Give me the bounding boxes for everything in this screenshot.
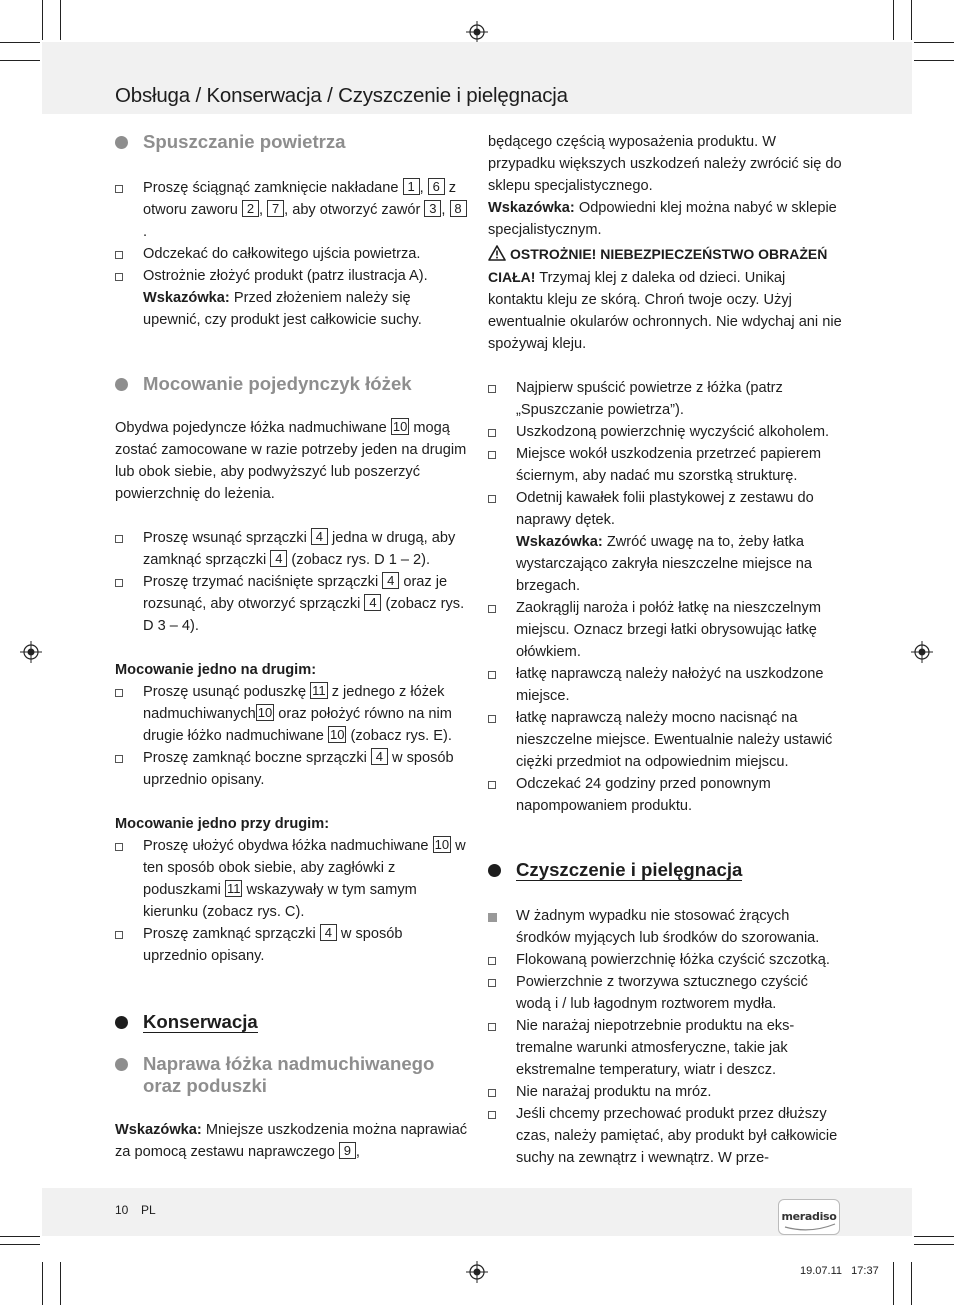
bullet-dot-icon <box>488 864 501 877</box>
checkbox-bullet-icon <box>488 495 496 503</box>
crop-mark <box>0 1236 40 1237</box>
checkbox-bullet-icon <box>115 931 123 939</box>
list-item: Jeśli chcemy przechować produkt przez dłuższy czas, należy pamiętać, aby produkt był całkowicie suchy na zewnątrz i wewnątrz. W prze- <box>488 1103 843 1169</box>
page-number: 10 <box>115 1203 129 1217</box>
crop-mark <box>0 42 40 43</box>
checkbox-bullet-icon <box>488 1111 496 1119</box>
crop-mark <box>893 1262 894 1305</box>
registration-mark-icon <box>20 641 42 663</box>
crop-mark <box>914 1244 954 1245</box>
list-item: Proszę ściągnąć zamknięcie nakładane 1 , 6 z otworu zaworu 2 , 7 , aby otworzyć zawór 3 , 8. <box>115 177 470 243</box>
list-item: Zaokrąglij naroża i połóż łatkę na nieszczelnym miejscu. Oznacz brzegi łatki obrysowując łatkę ołówkiem. <box>488 597 843 663</box>
list-item: Odczekać 24 godziny przed ponownym napompowaniem produktu. <box>488 773 843 817</box>
list-item: Nie narażaj produktu na mróz. <box>488 1081 843 1103</box>
crop-mark <box>893 0 894 40</box>
glue-note: Wskazówka: Odpowiedni klej można nabyć w sklepie specjalistycznym. <box>488 200 837 238</box>
list-item: Proszę ułożyć obydwa łóżka nadmuchiwane 10 w ten sposób obok siebie, aby zagłówki z poduszkami 11 wskazywały w tym samym kierunku (zobacz rys. C). <box>115 835 470 923</box>
warning-block: OSTROŻNIE! NIEBEZPIECZEŃSTWO OBRAŻEŃ CIAŁA! Trzymaj klej z daleka od dzieci. Unikaj kontaktu kleju ze skórą. Chroń twoje oczy. Użyj ewentualnie okularów ochronnych. Nie wdychaj ani nie spożywaj kleju. <box>488 246 842 352</box>
list-item: Odetnij kawałek folii plastykowej z zestawu do naprawy dętek. Wskazówka: Zwróć uwagę na to, żeby łatka wystarczająco zakryła nieszczelne miejsce na brzegach. <box>488 487 843 597</box>
checkbox-bullet-icon <box>488 957 496 965</box>
list-item: Proszę usunąć poduszkę 11 z jednego z łóżek nadmuchiwanych 10 oraz położyć równo na nim drugie łóżko nadmuchiwane 10 (zobacz rys. E). <box>115 681 470 747</box>
checkbox-bullet-icon <box>488 605 496 613</box>
list-item: Proszę zamknąć sprzączki 4 w sposób uprzednio opisany. <box>115 923 470 967</box>
print-stamp: 19.07.11 17:37 <box>800 1265 879 1277</box>
checkbox-bullet-icon <box>115 251 123 259</box>
list-item: Najpierw spuścić powietrze z łóżka (patrz „Spuszczanie powietrza”). <box>488 377 843 421</box>
bullet-dot-icon <box>115 378 128 391</box>
checkbox-bullet-icon <box>488 429 496 437</box>
section-heading-mounting: Mocowanie pojedynczyk łóżek <box>115 373 470 395</box>
subheading-on-top: Mocowanie jedno na drugim: <box>115 662 317 678</box>
crop-mark <box>0 60 40 61</box>
crop-mark <box>914 60 954 61</box>
checkbox-bullet-icon <box>115 579 123 587</box>
subheading-side-by-side: Mocowanie jedno przy drugim: <box>115 816 330 832</box>
list-item: Proszę wsunąć sprzączki 4 jedna w drugą, aby zamknąć sprzączki 4 (zobacz rys. D 1 – 2). <box>115 527 470 571</box>
crop-mark <box>60 0 61 40</box>
language-code: PL <box>141 1203 156 1217</box>
section-heading-repair: Naprawa łóżka nadmuchiwanego oraz poduszki <box>115 1053 470 1097</box>
section-heading-deflate: Spuszczanie powietrza <box>115 131 470 153</box>
list-item: Uszkodzoną powierzchnię wyczyścić alkoholem. <box>488 421 843 443</box>
mounting-paragraph: Obydwa pojedyncze łóżka nadmuchiwane 10 mogą zostać zamocowane w razie potrzeby jeden na drugim lub obok siebie, aby podwyższyć lub poszerzyć powierzchnię do leżenia. <box>115 419 467 502</box>
list-item: Flokowaną powierzchnię łóżka czyścić szczotką. <box>488 949 843 971</box>
crop-mark <box>914 42 954 43</box>
bullet-dot-icon <box>115 136 128 149</box>
right-column <box>488 131 843 1169</box>
crop-mark <box>42 1262 43 1305</box>
brand-name: meradiso <box>781 1210 837 1223</box>
checkbox-bullet-icon <box>488 451 496 459</box>
registration-mark-icon <box>466 21 488 43</box>
checkbox-bullet-icon <box>115 843 123 851</box>
checkbox-bullet-icon <box>115 273 123 281</box>
list-item: Miejsce wokół uszkodzenia przetrzeć papierem ściernym, aby nadać mu szorstką strukturę. <box>488 443 843 487</box>
bullet-dot-icon <box>115 1058 128 1071</box>
checkbox-bullet-icon <box>488 1023 496 1031</box>
checkbox-bullet-icon <box>488 385 496 393</box>
checkbox-bullet-icon <box>115 755 123 763</box>
checkbox-bullet-icon <box>488 979 496 987</box>
crop-mark <box>914 1236 954 1237</box>
list-item-warning: W żadnym wypadku nie stosować żrących środków myjących lub środków do szorowania. <box>488 905 843 949</box>
list-item: Powierzchnie z tworzywa sztucznego czyścić wodą i / lub łagodnym roztworem mydła. <box>488 971 843 1015</box>
list-item: Nie narażaj niepotrzebnie produktu na ekstremalne warunki atmosferyczne, takie jak ekstremalne temperatury, wiatr i deszcz. <box>488 1015 843 1081</box>
list-item: Ostrożnie złożyć produkt (patrz ilustracja A). Wskazówka: Przed złożeniem należy się upewnić, czy produkt jest całkowicie suchy. <box>115 265 470 331</box>
registration-mark-icon <box>466 1261 488 1283</box>
list-item: Proszę zamknąć boczne sprzączki 4 w sposób uprzednio opisany. <box>115 747 470 791</box>
crop-mark <box>60 1262 61 1305</box>
crop-mark <box>911 1262 912 1305</box>
continued-paragraph: będącego częścią wyposażenia produktu. W przypadku większych uszkodzeń należy zwrócić się do sklepu specjalistycznego. <box>488 134 842 194</box>
list-item: łatkę naprawczą należy nałożyć na uszkodzone miejsce. <box>488 663 843 707</box>
checkbox-bullet-icon <box>115 535 123 543</box>
list-item: łatkę naprawczą należy mocno nacisnąć na nieszczelne miejsce. Ewentualnie należy ustawić ciężki przedmiot na odpowiednim miejscu. <box>488 707 843 773</box>
section-heading-cleaning: Czyszczenie i pielęgnacja <box>488 859 843 881</box>
checkbox-bullet-icon <box>488 781 496 789</box>
warning-triangle-icon <box>488 245 506 261</box>
checkbox-bullet-icon <box>115 185 123 193</box>
checkbox-bullet-icon <box>488 1089 496 1097</box>
crop-mark <box>911 0 912 40</box>
bullet-dot-icon <box>115 1016 128 1029</box>
list-item: Odczekać do całkowitego ujścia powietrza. <box>115 243 470 265</box>
list-item: Proszę trzymać naciśnięte sprzączki 4 oraz je rozsunąć, aby otworzyć sprzączki 4 (zobacz rys. D 3 – 4). <box>115 571 470 637</box>
brand-logo <box>778 1199 840 1235</box>
checkbox-bullet-icon <box>115 689 123 697</box>
crop-mark <box>0 1244 40 1245</box>
filled-square-bullet-icon <box>488 913 497 922</box>
repair-note: Wskazówka: Mniejsze uszkodzenia można naprawiać za pomocą zestawu naprawczego 9 , <box>115 1122 468 1160</box>
checkbox-bullet-icon <box>488 671 496 679</box>
crop-mark <box>42 0 43 40</box>
page-title: Obsługa / Konserwacja / Czyszczenie i pielęgnacja <box>115 84 568 107</box>
registration-mark-icon <box>911 641 933 663</box>
checkbox-bullet-icon <box>488 715 496 723</box>
left-column <box>115 128 470 1163</box>
section-heading-maintenance: Konserwacja <box>115 1011 470 1033</box>
